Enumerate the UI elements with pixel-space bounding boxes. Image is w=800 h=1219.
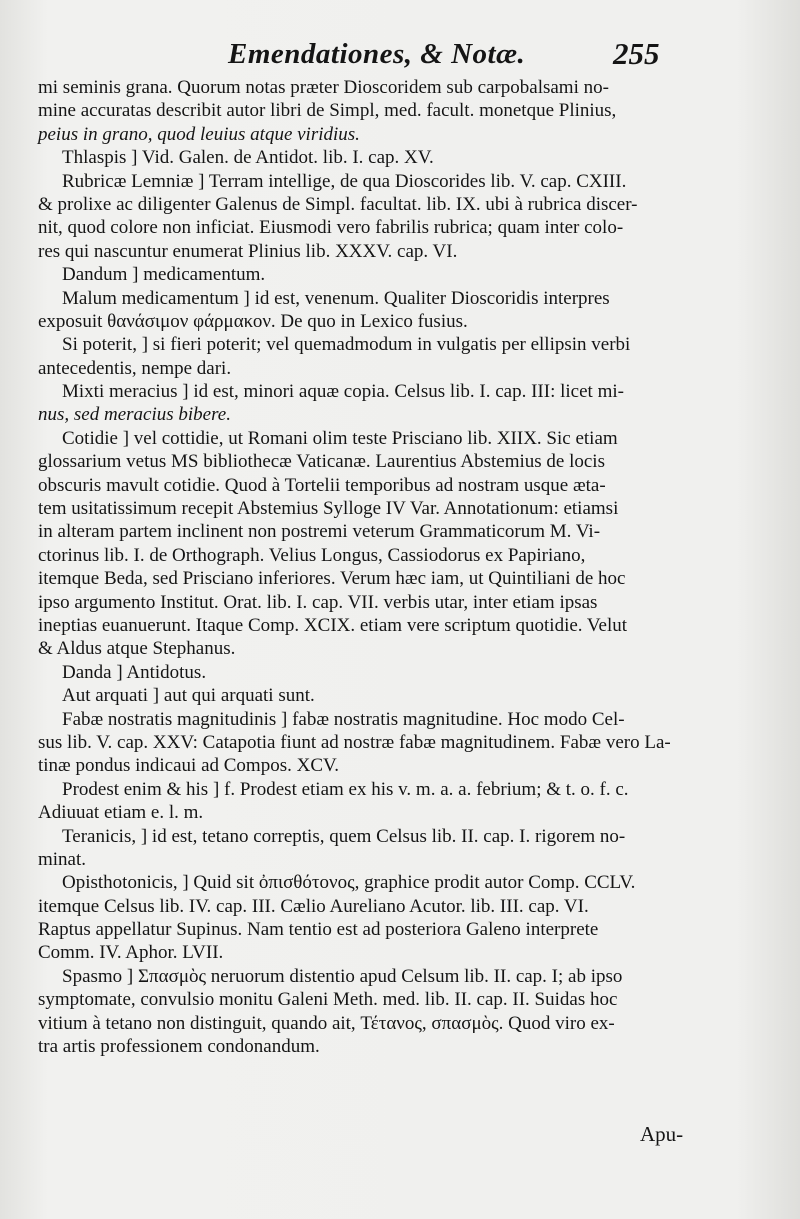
text-line: Opisthotonicis, ] Quid sit ὀπισθότονος, graphice prodit autor Comp. CCLV. [62, 872, 636, 894]
text-line: vitium à tetano non distinguit, quando ait, Τέτανος, σπασμὸς. Quod viro ex- [38, 1012, 615, 1034]
text-line: itemque Celsus lib. IV. cap. III. Cælio Aureliano Acutor. lib. III. cap. VI. [38, 895, 589, 917]
text-line: obscuris mavult cotidie. Quod à Tortelii temporibus ad nostram usque æta- [38, 474, 606, 496]
text-line: nus, sed meracius bibere. [38, 404, 231, 426]
text-line: mi seminis grana. Quorum notas præter Dioscoridem sub carpobalsami no- [38, 77, 609, 98]
text-line: ctorinus lib. I. de Orthograph. Velius Longus, Cassiodorus ex Papiriano, [38, 544, 586, 566]
running-title: Emendationes, & Notæ. [228, 38, 526, 70]
text-line: res qui nascuntur enumerat Plinius lib. XXXV. cap. VI. [38, 240, 458, 262]
page-number: 255 [613, 36, 660, 71]
text-line: glossarium vetus MS bibliothecæ Vaticanæ. Laurentius Abstemius de locis [38, 451, 605, 473]
text-block [38, 76, 710, 1058]
text-line: Si poterit, ] si fieri poterit; vel quemadmodum in vulgatis per ellipsin verbi [62, 334, 631, 356]
text-line: Danda ] Antidotus. [62, 661, 207, 683]
text-line: Aut arquati ] aut qui arquati sunt. [62, 685, 315, 707]
text-line: Fabæ nostratis magnitudinis ] fabæ nostratis magnitudine. Hoc modo Cel- [62, 708, 625, 730]
text-line: Teranicis, ] id est, tetano correptis, quem Celsus lib. II. cap. I. rigorem no- [62, 825, 626, 847]
text-line: antecedentis, nempe dari. [38, 357, 232, 379]
text-line: itemque Beda, sed Prisciano inferiores. Verum hæc iam, ut Quintiliani de hoc [38, 568, 626, 590]
text-line: & prolixe ac diligenter Galenus de Simpl. facultat. lib. IX. ubi à rubrica discer- [38, 193, 638, 215]
text-line: Raptus appellatur Supinus. Nam tentio est ad posteriora Galeno interprete [38, 919, 599, 941]
text-line: Thlaspis ] Vid. Galen. de Antidot. lib. I. cap. XV. [62, 147, 434, 169]
text-line: tra artis professionem condonandum. [38, 1036, 320, 1058]
text-line: Spasmo ] Σπασμὸς neruorum distentio apud Celsum lib. II. cap. I; ab ipso [62, 965, 623, 987]
text-line: symptomate, convulsio monitu Galeni Meth. med. lib. II. cap. II. Suidas hoc [38, 989, 618, 1011]
text-line: tinæ pondus indicaui ad Compos. XCV. [38, 755, 340, 777]
text-line: minat. [38, 848, 87, 870]
text-line: nit, quod colore non inficiat. Eiusmodi vero fabrilis rubrica; quam inter colo- [38, 217, 624, 239]
text-line: Comm. IV. Aphor. LVII. [38, 942, 224, 964]
text-line: Dandum ] medicamentum. [62, 264, 266, 286]
text-line: Cotidie ] vel cottidie, ut Romani olim teste Prisciano lib. XIIX. Sic etiam [62, 427, 618, 449]
text-line: peius in grano, quod leuius atque viridius. [38, 123, 360, 145]
text-line: ipso argumento Institut. Orat. lib. I. cap. VII. verbis utar, inter etiam ipsas [38, 591, 598, 613]
text-line: Rubricæ Lemniæ ] Terram intellige, de qua Dioscorides lib. V. cap. CXIII. [62, 170, 627, 192]
text-line: Malum medicamentum ] id est, venenum. Qualiter Dioscoridis interpres [62, 287, 610, 309]
text-line: & Aldus atque Stephanus. [38, 638, 236, 660]
text-line: Adiuuat etiam e. l. m. [38, 802, 204, 824]
text-line: tem usitatissimum recepit Abstemius Sylloge IV Var. Annotationum: etiamsi [38, 498, 619, 520]
text-line: Mixti meracius ] id est, minori aquæ copia. Celsus lib. I. cap. III: licet mi- [62, 381, 624, 403]
text-line: Prodest enim & his ] f. Prodest etiam ex his v. m. a. a. febrium; & t. o. f. c. [62, 778, 629, 800]
text-line: in alteram partem inclinent non postremi veterum Grammaticorum M. Vi- [38, 521, 601, 543]
text-line: exposuit θανάσιμον φάρμακον. De quo in Lexico fusius. [38, 310, 468, 332]
text-line: ineptias euanuerunt. Itaque Comp. XCIX. etiam vere scriptum quotidie. Velut [38, 614, 628, 636]
text-line: mine accuratas describit autor libri de Simpl, med. facult. monetque Plinius, [38, 100, 617, 122]
catchword: Apu- [640, 1122, 684, 1146]
text-line: sus lib. V. cap. XXV: Catapotia fiunt ad nostræ fabæ magnitudinem. Fabæ vero La- [38, 731, 671, 753]
running-header [0, 36, 800, 76]
